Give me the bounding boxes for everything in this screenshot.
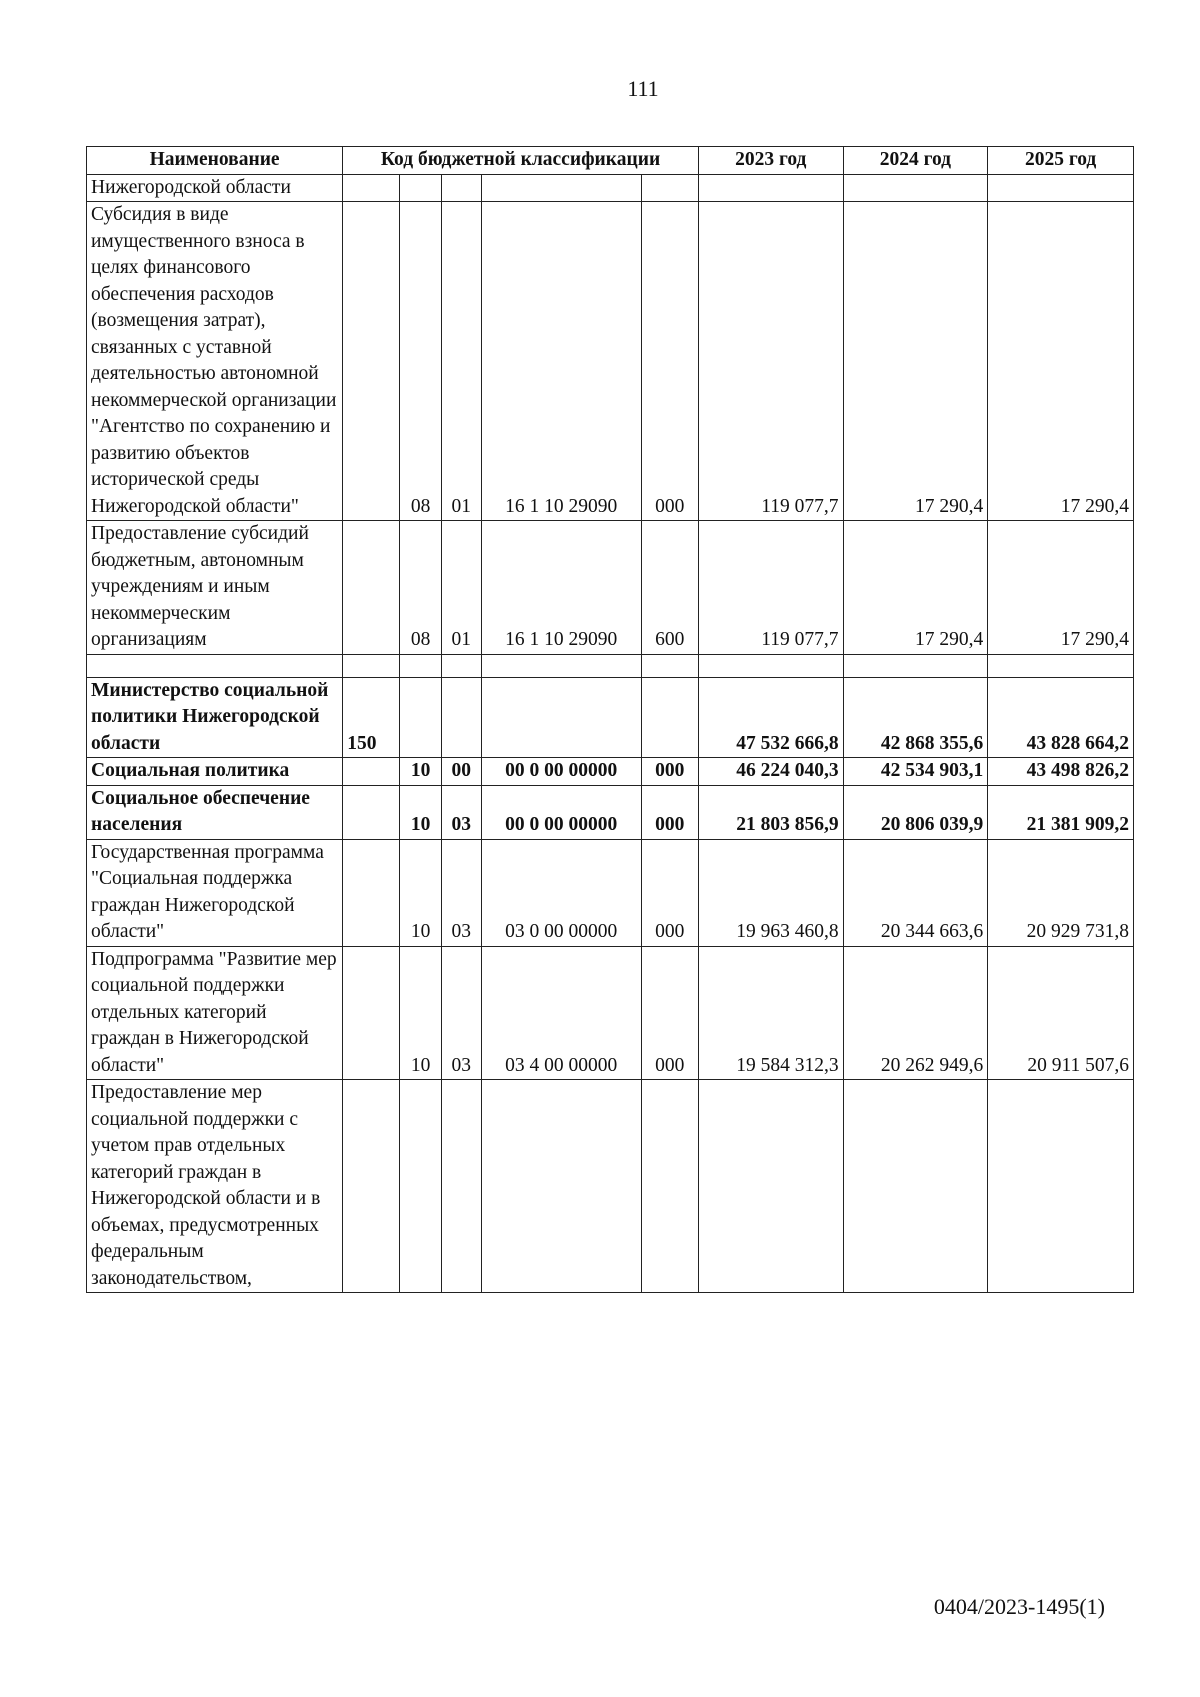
row-rz: 10 — [400, 839, 441, 946]
row-rz — [400, 1080, 441, 1293]
row-2024: 17 290,4 — [843, 202, 988, 521]
row-2024: 42 868 355,6 — [843, 677, 988, 758]
row-rz: 10 — [400, 785, 441, 839]
row-vr: 000 — [641, 839, 698, 946]
row-vr — [641, 174, 698, 202]
row-pr: 03 — [441, 946, 481, 1080]
row-vr — [641, 677, 698, 758]
table-row — [87, 839, 1134, 946]
row-2023 — [698, 654, 843, 677]
row-pr: 01 — [441, 202, 481, 521]
row-pr: 03 — [441, 785, 481, 839]
row-adm — [343, 1080, 400, 1293]
table-row — [87, 202, 1134, 521]
row-name: Субсидия в виде имущественного взноса в целях финансового обеспечения расходов (возмещения затрат), связанных с уставной деятельностью автономной некоммерческой организации "Агентство по сохранению и развитию объектов исторической среды Нижегородской области" — [87, 202, 343, 521]
row-adm — [343, 839, 400, 946]
row-name: Социальная политика — [87, 758, 343, 786]
table-row — [87, 946, 1134, 1080]
table-row — [87, 174, 1134, 202]
row-2025: 20 911 507,6 — [988, 946, 1134, 1080]
row-vr: 000 — [641, 785, 698, 839]
row-name — [87, 654, 343, 677]
row-pr: 00 — [441, 758, 481, 786]
row-2025 — [988, 654, 1134, 677]
row-2023 — [698, 174, 843, 202]
row-vr: 000 — [641, 758, 698, 786]
row-2023: 46 224 040,3 — [698, 758, 843, 786]
table-row-spacer — [87, 654, 1134, 677]
row-vr: 000 — [641, 946, 698, 1080]
header-2025: 2025 год — [988, 147, 1134, 175]
row-vr: 000 — [641, 202, 698, 521]
row-rz: 10 — [400, 758, 441, 786]
row-adm — [343, 174, 400, 202]
row-name: Министерство социальной политики Нижегородской области — [87, 677, 343, 758]
row-2025: 43 498 826,2 — [988, 758, 1134, 786]
row-2025: 17 290,4 — [988, 202, 1134, 521]
row-csr — [481, 677, 641, 758]
row-csr: 00 0 00 00000 — [481, 785, 641, 839]
row-name: Социальное обеспечение населения — [87, 785, 343, 839]
table-row — [87, 521, 1134, 655]
row-vr — [641, 654, 698, 677]
row-2024 — [843, 174, 988, 202]
row-2025 — [988, 174, 1134, 202]
row-name: Предоставление мер социальной поддержки с учетом прав отдельных категорий граждан в Нижегородской области и в объемах, предусмотренных федеральным законодательством, — [87, 1080, 343, 1293]
row-rz: 08 — [400, 202, 441, 521]
row-csr — [481, 174, 641, 202]
table-row — [87, 1080, 1134, 1293]
table-row — [87, 677, 1134, 758]
row-2023: 119 077,7 — [698, 521, 843, 655]
row-2025: 17 290,4 — [988, 521, 1134, 655]
row-adm — [343, 758, 400, 786]
header-2023: 2023 год — [698, 147, 843, 175]
row-vr — [641, 1080, 698, 1293]
row-rz — [400, 677, 441, 758]
row-name: Подпрограмма "Развитие мер социальной поддержки отдельных категорий граждан в Нижегородской области" — [87, 946, 343, 1080]
row-2024: 42 534 903,1 — [843, 758, 988, 786]
row-adm — [343, 202, 400, 521]
row-2025: 43 828 664,2 — [988, 677, 1134, 758]
row-2023 — [698, 1080, 843, 1293]
row-pr — [441, 174, 481, 202]
row-csr: 03 4 00 00000 — [481, 946, 641, 1080]
row-pr — [441, 677, 481, 758]
row-rz — [400, 654, 441, 677]
row-2023: 47 532 666,8 — [698, 677, 843, 758]
row-rz: 10 — [400, 946, 441, 1080]
table-row — [87, 758, 1134, 786]
row-2025: 20 929 731,8 — [988, 839, 1134, 946]
row-adm — [343, 946, 400, 1080]
row-rz: 08 — [400, 521, 441, 655]
row-2024: 17 290,4 — [843, 521, 988, 655]
row-adm — [343, 785, 400, 839]
row-pr — [441, 1080, 481, 1293]
row-2023: 119 077,7 — [698, 202, 843, 521]
header-name: Наименование — [87, 147, 343, 175]
row-csr — [481, 654, 641, 677]
row-vr: 600 — [641, 521, 698, 655]
row-2025 — [988, 1080, 1134, 1293]
row-2024: 20 806 039,9 — [843, 785, 988, 839]
row-name: Государственная программа "Социальная поддержка граждан Нижегородской области" — [87, 839, 343, 946]
row-2024 — [843, 654, 988, 677]
row-pr: 03 — [441, 839, 481, 946]
row-2023: 19 963 460,8 — [698, 839, 843, 946]
budget-table — [86, 146, 1134, 1293]
row-name: Предоставление субсидий бюджетным, автономным учреждениям и иным некоммерческим организациям — [87, 521, 343, 655]
row-adm — [343, 521, 400, 655]
page-number: 111 — [627, 76, 659, 101]
header-2024: 2024 год — [843, 147, 988, 175]
row-csr: 16 1 10 29090 — [481, 202, 641, 521]
row-2024: 20 262 949,6 — [843, 946, 988, 1080]
row-csr: 03 0 00 00000 — [481, 839, 641, 946]
row-2024 — [843, 1080, 988, 1293]
row-csr — [481, 1080, 641, 1293]
row-2025: 21 381 909,2 — [988, 785, 1134, 839]
document-id: 0404/2023-1495(1) — [933, 1594, 1105, 1619]
row-2024: 20 344 663,6 — [843, 839, 988, 946]
row-csr: 00 0 00 00000 — [481, 758, 641, 786]
header-code: Код бюджетной классификации — [343, 147, 699, 175]
table-row — [87, 785, 1134, 839]
row-2023: 19 584 312,3 — [698, 946, 843, 1080]
row-pr: 01 — [441, 521, 481, 655]
row-name: Нижегородской области — [87, 174, 343, 202]
row-adm — [343, 654, 400, 677]
row-2023: 21 803 856,9 — [698, 785, 843, 839]
row-pr — [441, 654, 481, 677]
row-csr: 16 1 10 29090 — [481, 521, 641, 655]
table-header-row — [87, 147, 1134, 175]
row-rz — [400, 174, 441, 202]
row-adm: 150 — [343, 677, 400, 758]
